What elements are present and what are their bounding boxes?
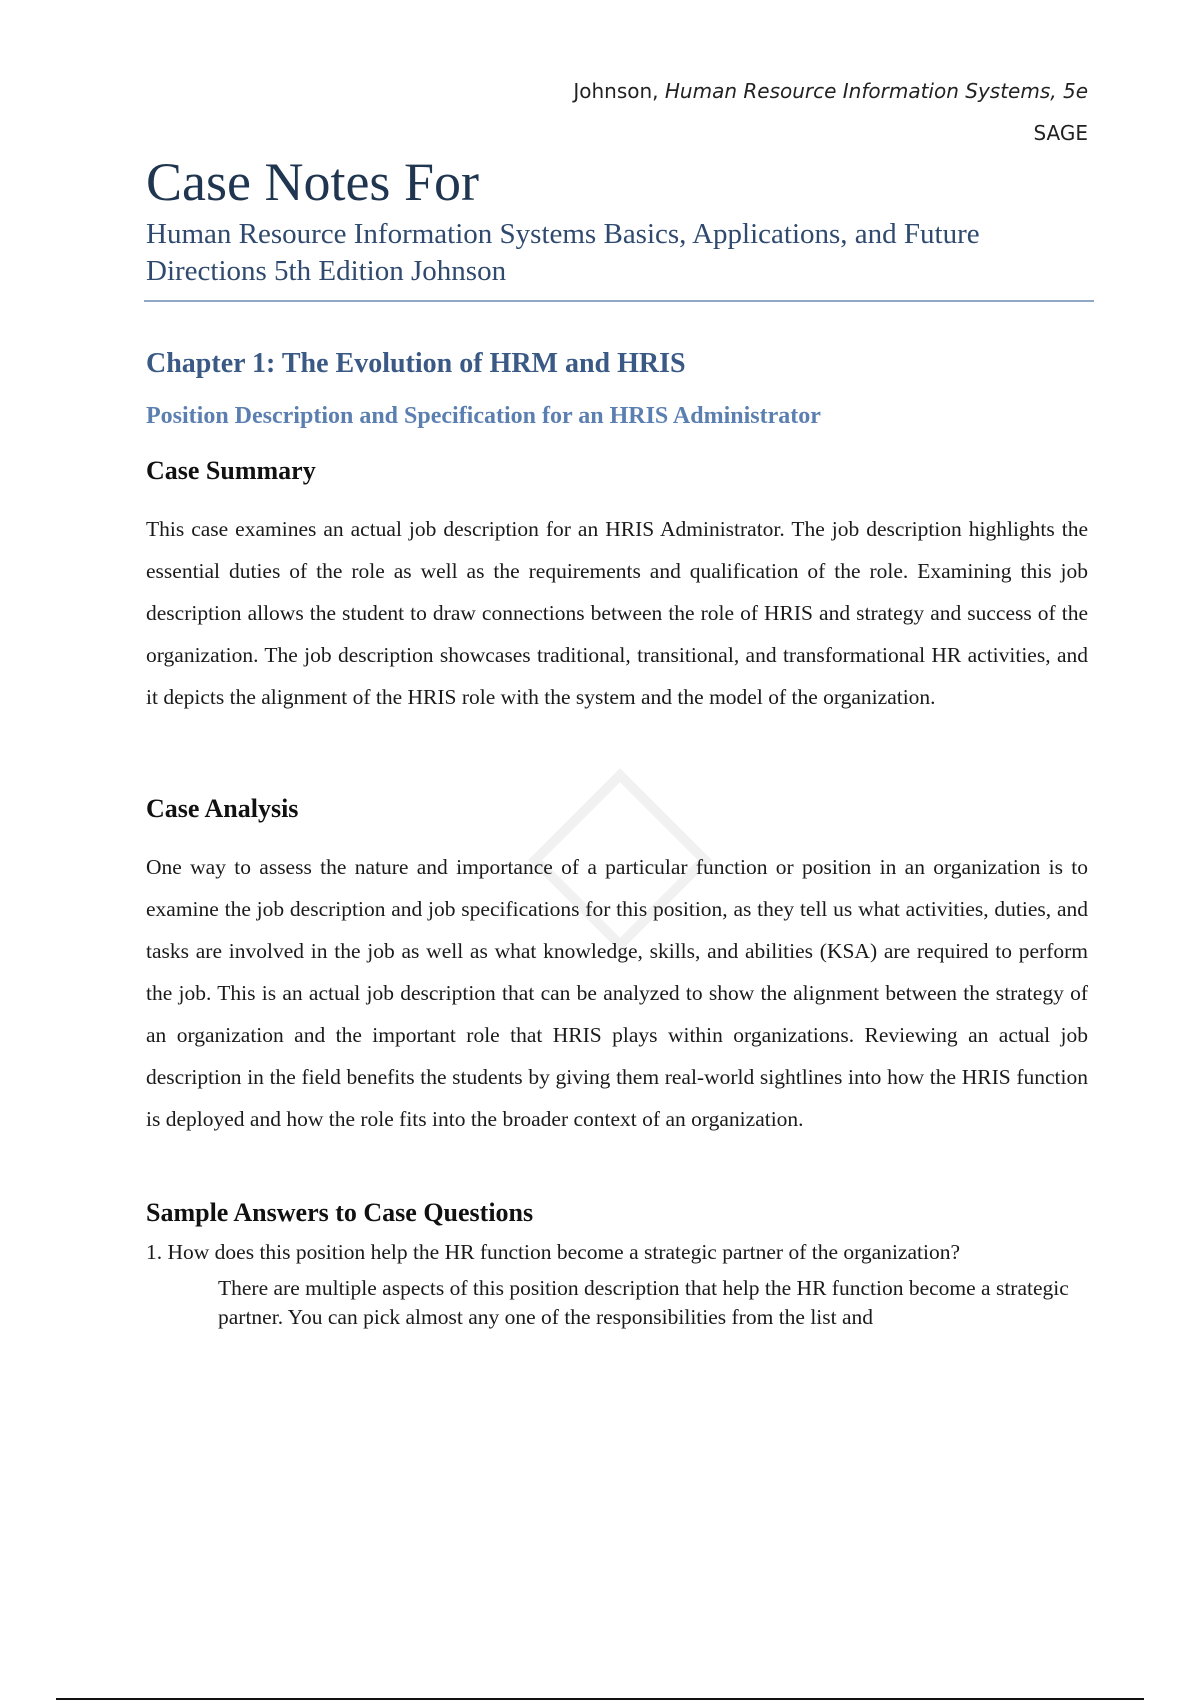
case-summary-heading: Case Summary	[146, 456, 316, 485]
sample-answers-heading: Sample Answers to Case Questions	[146, 1198, 534, 1227]
case-analysis-text: One way to assess the nature and importance of a particular function or position in an organization is to examine the job description and job specifications for this position, as they tell us what activities, duties, and tasks are involved in the job as well as what knowledge, skills, and abilities (KSA) are required to perform the job. This is an actual job description that can be analyzed to show the alignment between the strategy of an organization and the important role that HRIS plays within organizations. Reviewing an actual job description in the field benefits the students by giving them real-world sightlines into how the HRIS function is deployed and how the role fits into the broader context of an organization.	[146, 855, 1088, 1131]
header-book-title: Human Resource Information Systems, 5e	[664, 79, 1088, 103]
header-publisher: SAGE	[1033, 121, 1088, 145]
document-title: Case Notes For	[146, 152, 479, 212]
page-header	[573, 70, 1088, 154]
case-analysis-heading: Case Analysis	[146, 794, 299, 823]
case-title: Position Description and Specification for an HRIS Administrator	[146, 403, 821, 429]
document-subtitle: Human Resource Information Systems Basics, Applications, and Future Directions 5th Edition Johnson	[144, 216, 1094, 302]
chapter-heading: Chapter 1: The Evolution of HRM and HRIS	[146, 348, 686, 379]
case-summary-section	[146, 454, 1088, 718]
header-citation	[573, 70, 1088, 112]
header-author: Johnson,	[573, 79, 665, 103]
document-body	[146, 150, 1088, 1332]
case-analysis-section	[146, 792, 1088, 1140]
case-summary-text: This case examines an actual job description for an HRIS Administrator. The job description highlights the essential duties of the role as well as the requirements and qualification of the role. Examining this job description allows the student to draw connections between the role of HRIS and strategy and success of the organization. The job description showcases traditional, transitional, and transformational HR activities, and it depicts the alignment of the HRIS role with the system and the model of the organization.	[146, 517, 1088, 709]
case-answer: There are multiple aspects of this position description that help the HR function become a strategic partner. You can pick almost any one of the responsibilities from the list and	[218, 1276, 1069, 1329]
sample-answers-section	[146, 1196, 1088, 1332]
case-question: 1. How does this position help the HR function become a strategic partner of the organization?	[146, 1240, 960, 1264]
